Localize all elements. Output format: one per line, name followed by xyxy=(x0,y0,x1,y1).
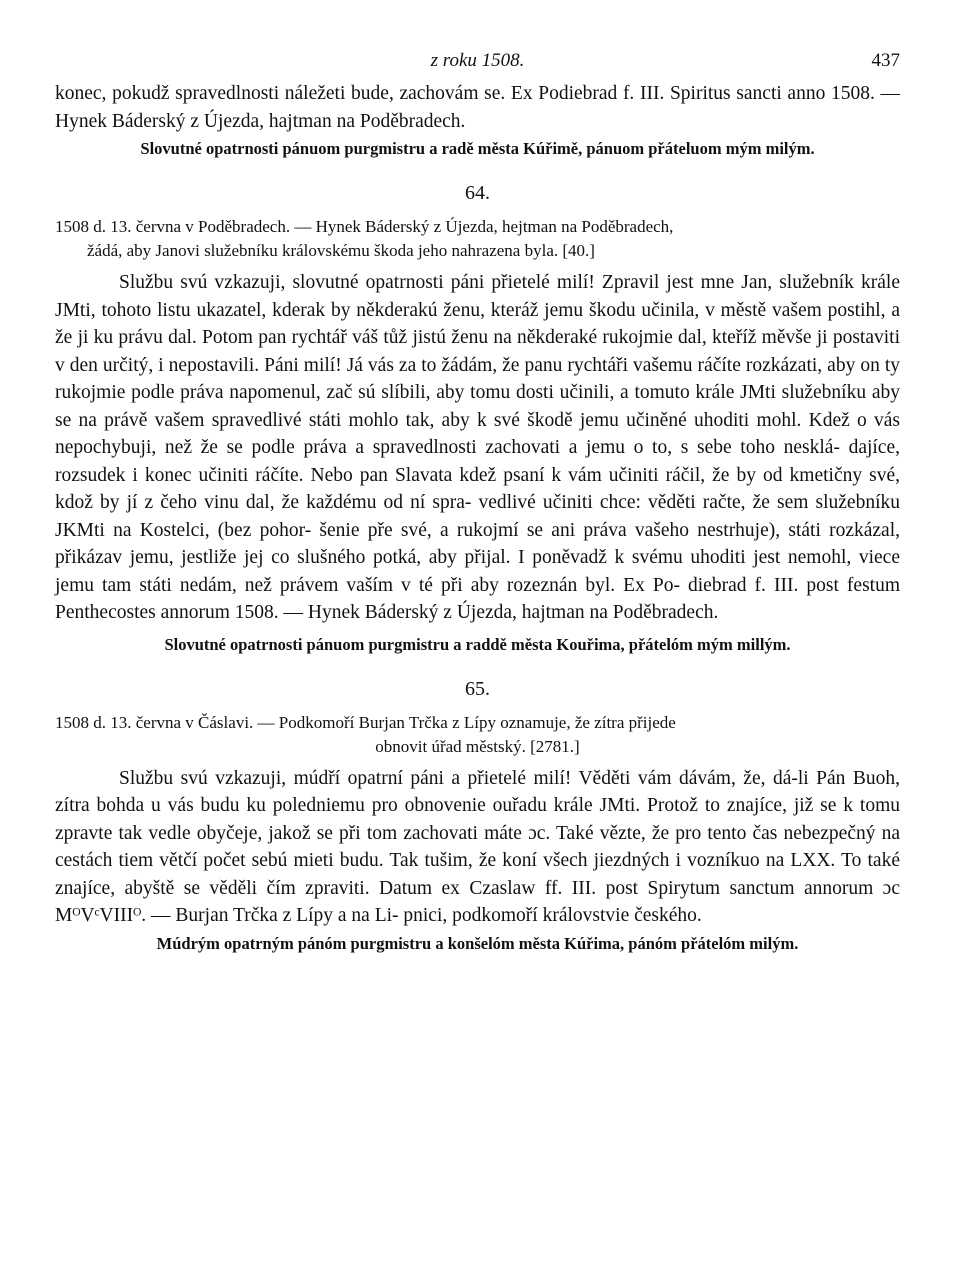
continuation-section xyxy=(55,80,900,160)
running-head xyxy=(55,46,900,80)
continuation-text: konec, pokudž spravedlnosti náležeti bude, zachovám se. Ex Podiebrad f. III. Spiritus sancti anno 1508. — Hynek Báderský z Újezda, hajtman na Poděbradech. xyxy=(55,83,900,132)
document-regest xyxy=(55,215,900,263)
continuation-address: Slovutné opatrnosti pánuom purgmistru a radě města Kúřimě, pánuom přáteluom mým milým. xyxy=(140,139,815,158)
document-number: 64. xyxy=(465,182,490,204)
regest-line: 1508 d. 13. června v Čáslavi. — Podkomoří Burjan Trčka z Lípy oznamuje, že zítra přijede xyxy=(55,712,676,732)
page-number: 437 xyxy=(871,50,900,71)
running-title: z roku 1508. xyxy=(430,50,525,71)
document-regest xyxy=(55,711,900,759)
document-address: Múdrým opatrným pánóm purgmistru a konšelóm města Kúřima, pánóm přátelóm milým. xyxy=(156,933,799,953)
document-65 xyxy=(55,678,900,955)
regest-line: obnovit úřad městský. [2781.] xyxy=(375,736,580,756)
document-64 xyxy=(55,182,900,656)
regest-line: 1508 d. 13. června v Poděbradech. — Hynek Báderský z Újezda, hejtman na Poděbradech, xyxy=(55,217,674,236)
document-body: Službu svú vzkazuji, múdří opatrní páni a přietelé milí! Věděti vám dávám, že, dá-li Pán Buoh, zítra bohda u vás budu ku poledniemu pro obnovenie ouřadu krále JMti. Protož to znajíce, již se k tomu zpravte tak vedle obyčeje, jakož se při tom zachovati máte ɔc. Také vězte, že pro tento čas nebezpečný na cestách tiem větčí počet sebú mieti budu. Tak tušim, že koní všech jiezdných i vozníkuo na LXX. To také znajíce, abyště se věděli čím zpraviti. Datum ex Czaslaw ff. III. post Spirytum sanctum annorum ɔc MᴼVᶜVIIIᴼ. — Burjan Trčka z Lípy a na Li- pnici, podkomoří královstvie českého. xyxy=(55,767,900,926)
document-number: 65. xyxy=(465,677,490,700)
document-body: Službu svú vzkazuji, slovutné opatrnosti páni přietelé milí! Zpravil jest mne Jan, služebník krále JMti, tohoto listu ukazatel, kderak by někderakú ženu, kteráž jemu škodu učinila, v městě vašem postihl, a že ji ku právu dal. Potom pan rychtář váš tůž jistú ženu na někderaké rukojmie dal, kteříž měvše ji postaviti v den určitý, i nepostavili. Páni milí! Já vás za to žádám, že panu rychtáři vašemu ráčíte rozkázati, aby on ty rukojmie podle práva napomenul, zač sú slíbili, aby tomu dosti učinili, a tomuto krále JMti služebníku aby se na právě vašem spravedlivé státi mohlo tak, aby k své škodě jemu učiněné uhoditi mohl. Kdež o vás nepochybuji, než že se podle práva a spravedlnosti zachovati a jemu o to, s sebe toho nesklá- dajíce, rozsudek i konec učiniti ráčíte. Nebo pan Slavata kdež psaní k vám učiniti ráčil, že by od kmetičny své, kdož by jí z čeho vinu dal, že každému od ní spra- vedlivé učiniti chce: věděti račte, že sem služebníku JKMti na Kostelci, (bez pohor- šenie pře své, a rukojmí se ani práva vašeho nestrhuje), státi rozkázal, přikázav jemu, jestliže jej co slušného potká, aby přijal. I poněvadž k svému uhoditi jest nemohl, viece jemu tam státi nedám, než právem vaším v té při aby rozeznán byl. Ex Po- diebrad f. III. post festum Penthecostes annorum 1508. — Hynek Báderský z Újezda, hajtman na Poděbradech. xyxy=(55,272,900,623)
regest-line: žádá, aby Janovi služebníku královskému škoda jeho nahrazena byla. [40.] xyxy=(87,241,595,260)
document-address: Slovutné opatrnosti pánuom purgmistru a raddě města Kouřima, přátelóm mým millým. xyxy=(164,634,791,654)
